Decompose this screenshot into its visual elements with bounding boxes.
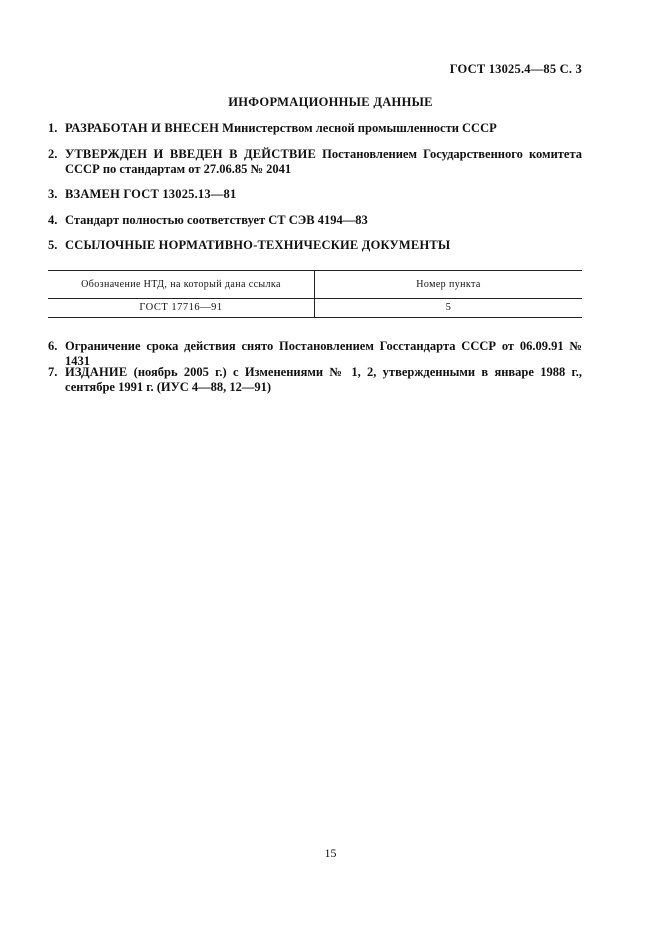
info-item-7: [48, 365, 582, 395]
document-reference: ГОСТ 13025.4—85 С. 3: [449, 62, 582, 76]
item-number: 3.: [48, 187, 58, 201]
item-text: (ноябрь 2005 г.) с Изменениями № 1, 2, утвержденными в январе 1988 г., сентябре 1991 г. (ИУС 4—88, 12—91): [65, 365, 582, 394]
info-item-5: [48, 238, 582, 253]
item-lead: ССЫЛОЧНЫЕ НОРМАТИВНО-ТЕХНИЧЕСКИЕ ДОКУМЕНТЫ: [65, 238, 451, 252]
item-text: Стандарт полностью соответствует СТ СЭВ 4194—83: [65, 213, 368, 227]
item-lead: ВЗАМЕН ГОСТ 13025.13—81: [65, 187, 237, 201]
column-header-clause: Номер пункта: [315, 271, 583, 299]
item-lead: РАЗРАБОТАН И ВНЕСЕН: [65, 121, 220, 135]
item-number: 7.: [48, 365, 58, 379]
table-cell-clause: 5: [315, 299, 583, 318]
page-number: 15: [324, 846, 337, 860]
item-text: Ограничение срока действия снято Постановлением Госстандарта СССР от 06.09.91 № 1431: [65, 339, 582, 368]
info-item-2: [48, 147, 582, 177]
item-number: 6.: [48, 339, 58, 353]
table-row: [48, 299, 582, 318]
item-text: Министерством лесной промышленности СССР: [219, 121, 497, 135]
section-title: ИНФОРМАЦИОННЫЕ ДАННЫЕ: [228, 95, 433, 109]
item-number: 2.: [48, 147, 58, 161]
item-number: 4.: [48, 213, 58, 227]
item-number: 1.: [48, 121, 58, 135]
column-header-ntd: Обозначение НТД, на который дана ссылка: [48, 271, 315, 299]
item-lead: ИЗДАНИЕ: [65, 365, 128, 379]
item-number: 5.: [48, 238, 58, 252]
reference-documents-table: [48, 270, 582, 318]
table-header-row: [48, 271, 582, 299]
item-lead: УТВЕРЖДЕН И ВВЕДЕН В ДЕЙСТВИЕ: [65, 147, 316, 161]
info-item-3: [48, 187, 582, 202]
info-item-4: [48, 213, 582, 228]
info-item-1: [48, 121, 582, 136]
item-text: Постановлением Государственного комитета СССР по стандартам от 27.06.85 № 2041: [65, 147, 582, 176]
table-cell-ntd: ГОСТ 17716—91: [48, 299, 315, 318]
